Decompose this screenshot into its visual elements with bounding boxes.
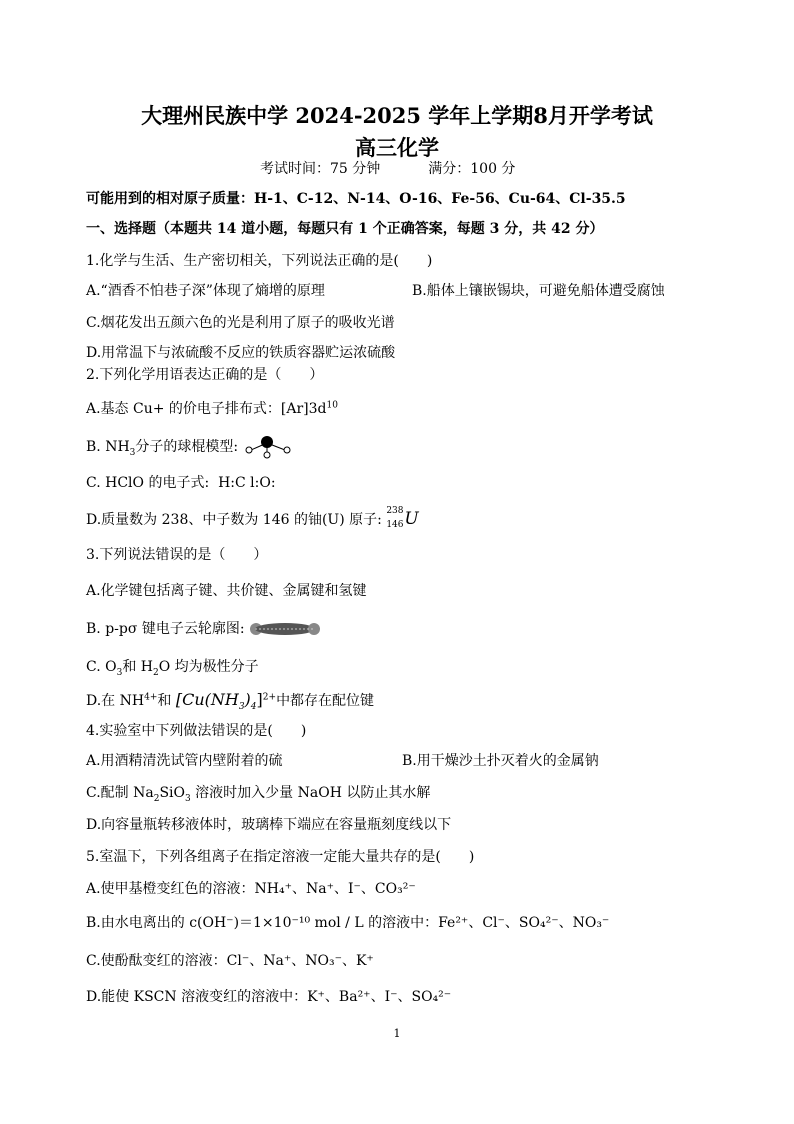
q1-option-d: D.用常温下与浓硫酸不反应的铁质容器贮运浓硫酸 <box>86 345 396 361</box>
hclo-electron-formula: H:C l:O: <box>218 475 276 491</box>
exam-time: 考试时间：75 分钟 <box>260 161 381 177</box>
q2-option-a: A.基态 Cu+ 的价电子排布式：$[Ar]3d^{10}$ <box>86 400 338 417</box>
q4-option-c: C.配制 $Na_2SiO_3$ 溶液时加入少量 NaOH 以防止其水解 <box>86 785 431 804</box>
exam-title: 大理州民族中学 2024-2025 学年上学期8月开学考试 <box>141 103 653 128</box>
q4-option-a: A.用酒精清洗试管内壁附着的硫 <box>86 753 283 769</box>
q5-option-b: B.由水电离出的 c(OH⁻)＝1×10⁻¹⁰ mol / L 的溶液中：Fe²⁺、Cl⁻、SO₄²⁻、NO₃⁻ <box>86 915 610 931</box>
q3-stem: 3.下列说法错误的是（ ） <box>86 547 268 563</box>
q1-option-c: C.烟花发出五颜六色的光是利用了原子的吸收光谱 <box>86 315 395 331</box>
q3-option-b: B. p-pσ 键电子云轮廓图: <box>86 618 321 639</box>
q2-stem: 2.下列化学用语表达正确的是（ ） <box>86 367 324 383</box>
q4-option-b: B.用干燥沙土扑灭着火的金属钠 <box>402 753 599 769</box>
q3-option-c: C. $O_3$和 $H_2O$ 均为极性分子 <box>86 659 259 678</box>
exam-subtitle: 高三化学 <box>355 135 439 160</box>
q5-option-d: D.能使 KSCN 溶液变红的溶液中：K⁺、Ba²⁺、I⁻、SO₄²⁻ <box>86 989 452 1005</box>
q5-stem: 5.室温下，下列各组离子在指定溶液一定能大量共存的是( ) <box>86 849 475 865</box>
q2-option-d: D.质量数为 238、中子数为 146 的铀(U) 原子: 238 146 U <box>86 506 419 530</box>
q2-option-b: B. $NH_3$分子的球棍模型: <box>86 434 293 460</box>
q2-option-c: C. HClO 的电子式: H:C l:O: <box>86 475 276 491</box>
q4-stem: 4.实验室中下列做法错误的是( ) <box>86 723 307 739</box>
ball-stick-model-icon <box>243 434 293 460</box>
q1-stem: 1.化学与生活、生产密切相关，下列说法正确的是( ) <box>86 253 433 269</box>
q1-option-a: A.“酒香不怕巷子深”体现了熵增的原理 <box>86 283 325 299</box>
exam-score: 满分：100 分 <box>428 161 516 177</box>
atomic-masses: 可能用到的相对原子质量：H-1、C-12、N-14、O-16、Fe-56、Cu-64、Cl-35.5 <box>86 191 626 207</box>
exam-info <box>260 158 515 178</box>
q5-option-a: A.使甲基橙变红色的溶液：NH₄⁺、Na⁺、I⁻、CO₃²⁻ <box>86 881 416 897</box>
p-p-sigma-orbital-icon <box>249 619 321 639</box>
q3-option-a: A.化学键包括离子键、共价键、金属键和氢键 <box>86 583 367 599</box>
q5-option-c: C.使酚酞变红的溶液：Cl⁻、Na⁺、NO₃⁻、K⁺ <box>86 953 374 969</box>
page-number: 1 <box>393 1027 401 1040</box>
section-heading: 一、选择题（本题共 14 道小题，每题只有 1 个正确答案，每题 3 分，共 42 分） <box>86 221 604 237</box>
q4-option-d: D.向容量瓶转移液体时，玻璃棒下端应在容量瓶刻度线以下 <box>86 817 452 833</box>
q3-option-d: D.在 $NH^{4+}$和 $[Cu(NH_3)_4]^{2+}$中都存在配位键 <box>86 690 375 713</box>
q1-option-b: B.船体上镶嵌锡块，可避免船体遭受腐蚀 <box>412 283 665 299</box>
